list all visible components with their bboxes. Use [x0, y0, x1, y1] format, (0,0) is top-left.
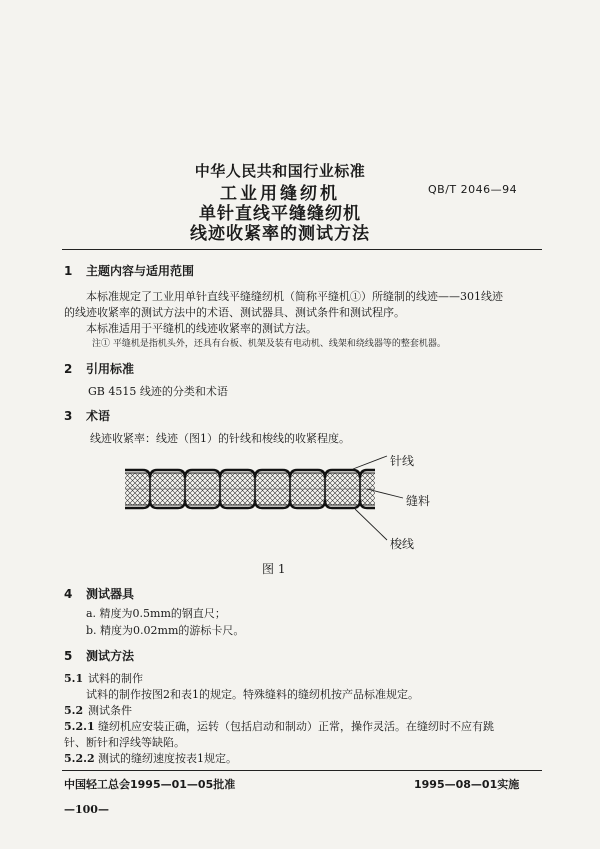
section-title: 主题内容与适用范围: [86, 264, 195, 278]
stitch-diagram: [125, 448, 425, 553]
page-number: —100—: [64, 803, 109, 816]
title-line-2: 单针直线平缝缝纫机: [199, 204, 361, 224]
s5-2-1-line2: 针、断针和浮线等缺陷。: [64, 736, 185, 749]
label-fabric: 缝料: [406, 494, 431, 508]
s1-para1-line2: 的线迹收紧率的测试方法中的术语、测试器具、测试条件和测试程序。: [64, 306, 405, 319]
label-bobbin-thread: 梭线: [390, 537, 415, 551]
s3-definition: 线迹收紧率：线迹（图1）的针线和梭线的收紧程度。: [90, 432, 350, 445]
approval-date: 中国轻工总会1995—01—05批准: [64, 778, 236, 791]
section-3-heading: [64, 407, 110, 424]
section-1-heading: [64, 262, 194, 279]
s5-2-1-line1: [64, 718, 494, 734]
section-title: 测试方法: [86, 649, 135, 663]
subsection-number: 5.2.1: [64, 720, 95, 733]
s2-reference: GB 4515 线迹的分类和术语: [88, 385, 228, 398]
section-number: 3: [64, 409, 73, 423]
s4-item-a: a. 精度为0.5mm的钢直尺；: [86, 607, 226, 620]
leader-needle: [353, 456, 387, 469]
s5-1-heading: [64, 670, 143, 686]
title-line-3: 线迹收紧率的测试方法: [190, 224, 370, 244]
s4-item-b: b. 精度为0.02mm的游标卡尺。: [86, 624, 245, 637]
standard-number: QB/T 2046—94: [428, 183, 518, 196]
s1-footnote: 注① 平缝机是指机头外，还具有台板、机架及装有电动机、线架和绕线器等的整套机器。: [92, 339, 446, 349]
clause-text: 缝纫机应安装正确，运转（包括启动和制动）正常，操作灵活。在缝纫时不应有跳: [98, 720, 494, 733]
leader-bobbin: [355, 509, 387, 540]
figure-caption: 图 1: [262, 562, 286, 576]
section-number: 1: [64, 264, 73, 278]
clause-text: 测试的缝纫速度按表1规定。: [98, 752, 237, 765]
subsection-title: 试料的制作: [88, 672, 143, 685]
section-2-heading: [64, 360, 134, 377]
label-needle-thread: 针线: [390, 454, 415, 468]
s1-para2: 本标准适用于平缝机的线迹收紧率的测试方法。: [86, 322, 317, 335]
section-title: 引用标准: [86, 362, 135, 376]
section-number: 2: [64, 362, 73, 376]
standard-category: 中华人民共和国行业标准: [194, 162, 366, 180]
s1-para1-line1: 本标准规定了工业用单针直线平缝缝纫机（简称平缝机①）所缝制的线迹——301线迹: [86, 290, 503, 303]
s5-2-heading: [64, 702, 132, 718]
footer-rule: [62, 770, 542, 771]
section-4-heading: [64, 585, 134, 602]
section-title: 术语: [86, 409, 111, 423]
s5-2-2: [64, 750, 237, 766]
subsection-number: 5.2: [64, 704, 84, 717]
section-title: 测试器具: [86, 587, 135, 601]
subsection-number: 5.2.2: [64, 752, 95, 765]
header-rule: [62, 249, 542, 250]
section-number: 4: [64, 587, 73, 601]
effective-date: 1995—08—01实施: [414, 778, 520, 791]
title-line-1: 工业用缝纫机: [220, 184, 340, 204]
section-5-heading: [64, 647, 134, 664]
subsection-number: 5.1: [64, 672, 84, 685]
subsection-title: 测试条件: [88, 704, 132, 717]
section-number: 5: [64, 649, 73, 663]
s5-1-text: 试料的制作按图2和表1的规定。特殊缝料的缝纫机按产品标准规定。: [86, 688, 419, 701]
